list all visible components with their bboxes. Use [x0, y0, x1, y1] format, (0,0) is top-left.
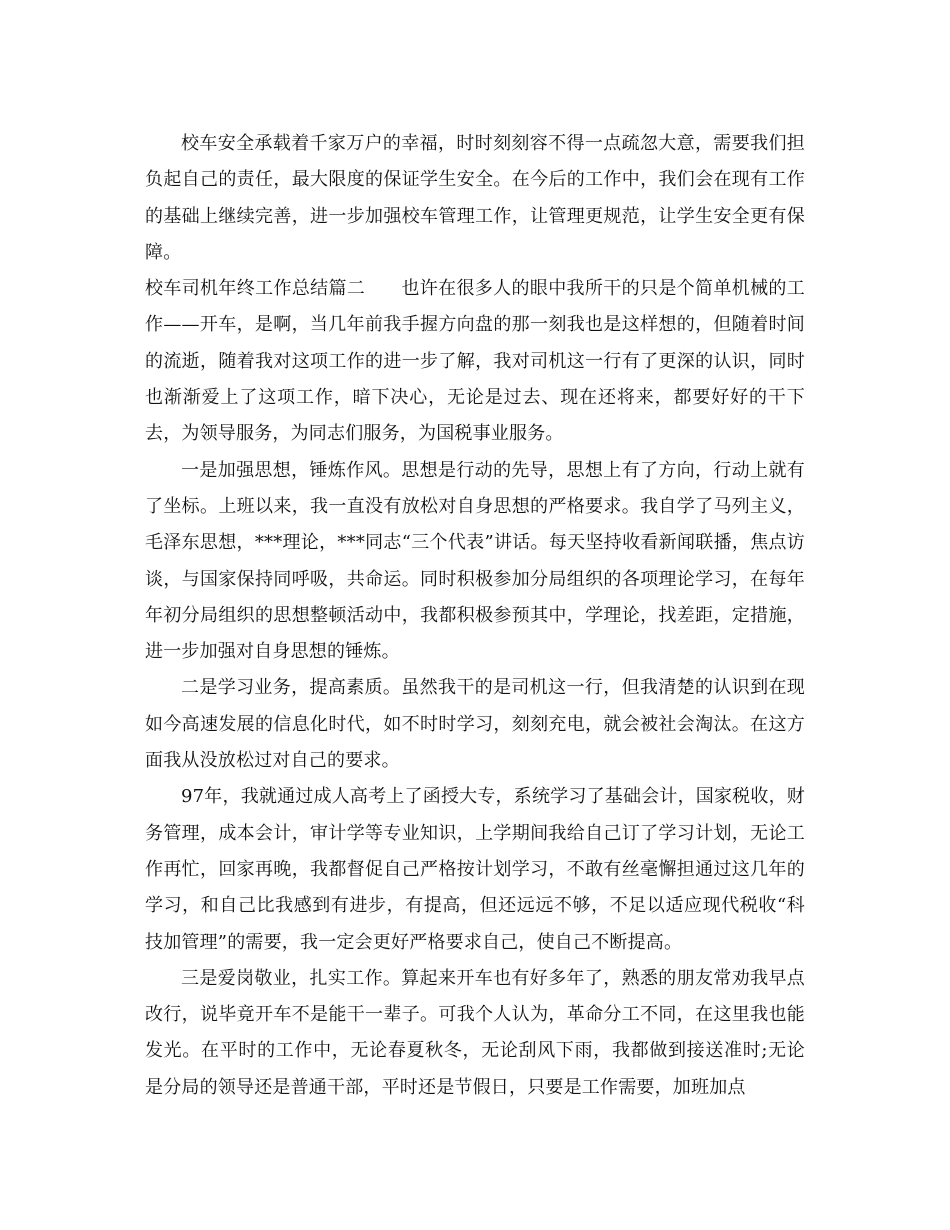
paragraph-2-text: 也许在很多人的眼中我所干的只是个简单机械的工作——开车，是啊，当几年前我手握方向盘的那一刻我也是这样想的，但随着时间的流逝，随着我对这项工作的进一步了解，我对司机这一行有了更深的认识，同时也渐渐爱上了这项工作，暗下决心，无论是过去、现在还将来，都要好好的干下去，为领导服务，为同志们服务，为国税事业服务。 [145, 278, 805, 445]
paragraph-6-text: 三是爱岗敬业，扎实工作。算起来开车也有好多年了，熟悉的朋友常劝我早点改行，说毕竟开车不是能干一辈子。可我个人认为，革命分工不同，在这里我也能发光。在平时的工作中，无论春夏秋冬，无论刮风下雨，我都做到接送准时;无论是分局的领导还是普通干部，平时还是节假日，只要是工作需要，加班加点 [145, 967, 805, 1098]
paragraph-3-text: 一是加强思想，锤炼作风。思想是行动的先导，思想上有了方向，行动上就有了坐标。上班以来，我一直没有放松对自身思想的严格要求。我自学了马列主义，毛泽东思想，***理论，***同志“三个代表”讲话。每天坚持收看新闻联播，焦点访谈，与国家保持同呼吸，共命运。同时积极参加分局组织的各项理论学习，在每年年初分局组织的思想整顿活动中，我都积极参预其中，学理论，找差距，定措施，进一步加强对自身思想的锤炼。 [145, 459, 805, 663]
paragraph-2 [145, 271, 805, 452]
paragraph-1 [145, 126, 805, 271]
paragraph-5-text: 97年，我就通过成人高考上了函授大专，系统学习了基础会计，国家税收，财务管理，成本会计，审计学等专业知识，上学期间我给自己订了学习计划，无论工作再忙，回家再晚，我都督促自己严格按计划学习，不敢有丝毫懈担通过这几年的学习，和自己比我感到有进步，有提高，但还远远不够，不足以适应现代税收“科技加管理”的需要，我一定会更好严格要求自己，使自己不断提高。 [145, 786, 805, 953]
paragraph-6 [145, 961, 805, 1106]
document-body [145, 126, 805, 1106]
paragraph-4 [145, 670, 805, 779]
paragraph-4-text: 二是学习业务，提高素质。虽然我干的是司机这一行，但我清楚的认识到在现如今高速发展的信息化时代，如不时时学习，刻刻充电，就会被社会淘汰。在这方面我从没放松过对自己的要求。 [145, 677, 805, 772]
section-heading: 校车司机年终工作总结篇二 [145, 278, 366, 300]
paragraph-3 [145, 453, 805, 671]
paragraph-5 [145, 779, 805, 960]
paragraph-1-text: 校车安全承载着千家万户的幸福，时时刻刻容不得一点疏忽大意，需要我们担负起自己的责任，最大限度的保证学生安全。在今后的工作中，我们会在现有工作的基础上继续完善，进一步加强校车管理工作，让管理更规范，让学生安全更有保障。 [145, 133, 805, 263]
